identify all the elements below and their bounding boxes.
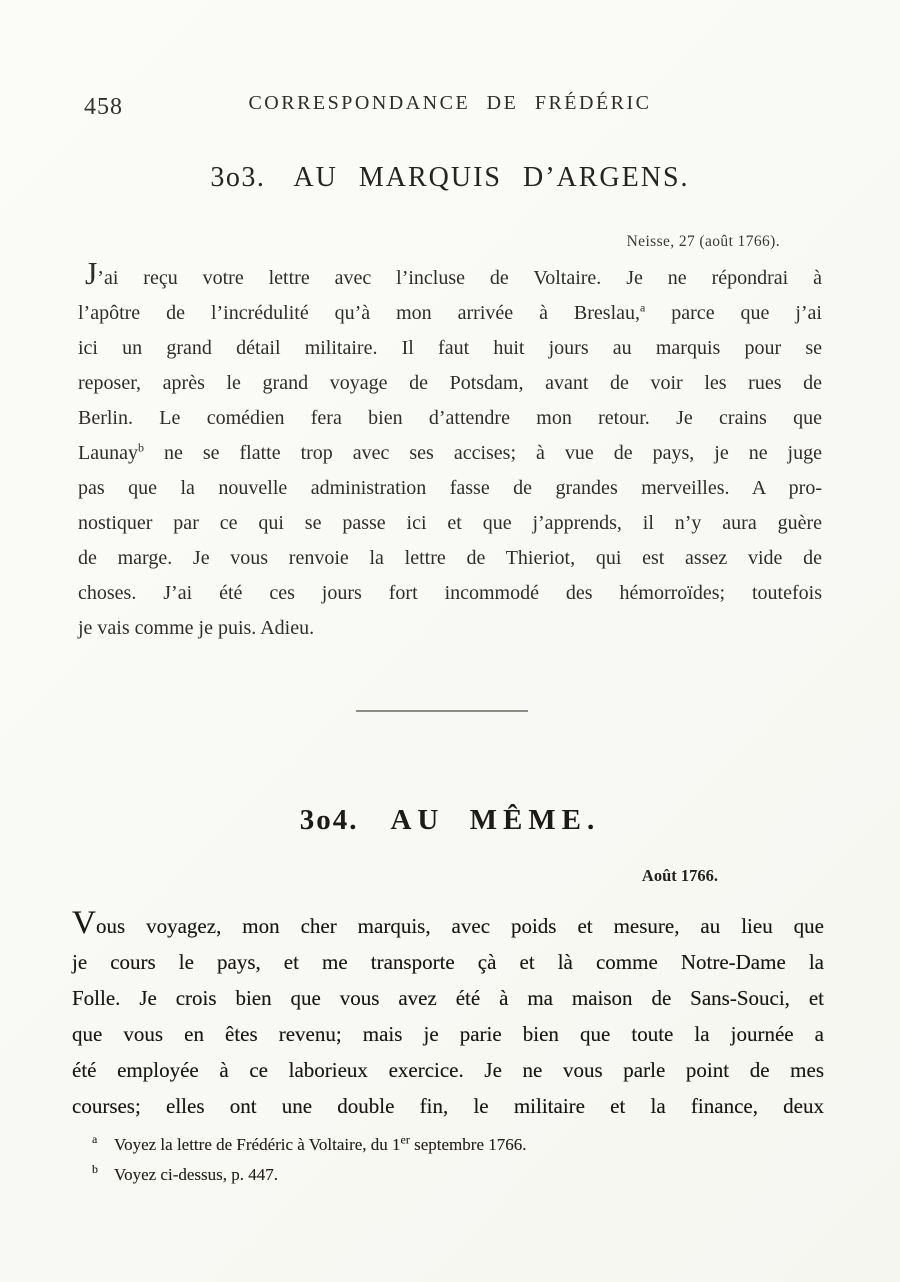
body-line: nostiquer par ce qui se passe ici et que j’apprends, il n’y aura guère [78, 512, 822, 534]
letter-303-title: AU MARQUIS D’ARGENS. [293, 162, 690, 193]
body-line: Folle. Je crois bien que vous avez été à ma maison de Sans-Souci, et [72, 986, 824, 1010]
drop-initial: J [85, 256, 98, 291]
letter-303-dateline: Neisse, 27 (août 1766). [626, 233, 780, 250]
footnote: b Voyez ci-dessus, p. 447. [92, 1162, 278, 1184]
letter-304-body [72, 904, 824, 1124]
body-line: je cours le pays, et me transporte çà et là comme Notre-Dame la [72, 950, 824, 974]
body-line-text: parce que j’ai [645, 302, 822, 324]
body-line: courses; elles ont une double fin, le militaire et la finance, deux [72, 1094, 824, 1118]
body-line-text: l’apôtre de l’incrédulité qu’à mon arrivée à Breslau, [78, 302, 640, 324]
footnotes [92, 1130, 772, 1190]
body-line: pas que la nouvelle administration fasse de grandes merveilles. A pro- [78, 477, 822, 499]
letter-303-number: 3o3. [210, 162, 266, 193]
footnote-ref-b: b [137, 440, 144, 455]
body-line: choses. J’ai été ces jours fort incommodé des hémorroïdes; toutefois [78, 582, 822, 604]
page-header [78, 92, 822, 124]
body-line: je vais comme je puis. Adieu. [78, 617, 315, 639]
letter-304-heading [0, 804, 900, 837]
body-line: Berlin. Le comédien fera bien d’attendre mon retour. Je crains que [78, 407, 822, 429]
letter-304-dateline: Août 1766. [641, 866, 718, 885]
footnote: a Voyez la lettre de Frédéric à Voltaire, du 1er septembre 1766. [92, 1132, 527, 1154]
body-line: été employée à ce laborieux exercice. Je ne vous parle point de mes [72, 1058, 824, 1082]
body-line [78, 296, 822, 331]
body-line [78, 256, 822, 296]
running-head: CORRESPONDANCE DE FRÉDÉRIC [248, 92, 652, 114]
footnote-ref-a: a [640, 300, 646, 315]
body-line-text: ne se flatte trop avec ses accises; à vue de pays, je ne juge [143, 442, 822, 464]
body-line: ici un grand détail militaire. Il faut huit jours au marquis pour se [78, 337, 822, 359]
body-line [72, 904, 824, 944]
body-line [78, 436, 822, 471]
drop-initial: V [72, 904, 96, 941]
body-line: reposer, après le grand voyage de Potsdam, avant de voir les rues de [78, 372, 822, 394]
superscript-er: er [400, 1132, 410, 1147]
body-line: de marge. Je vous renvoie la lettre de Thieriot, qui est assez vide de [78, 547, 822, 569]
letter-303-body [78, 256, 822, 646]
footnote-text: Voyez ci-dessus, p. 447. [114, 1165, 278, 1184]
letter-303-heading [0, 162, 900, 194]
footnote-text: septembre 1766. [409, 1135, 527, 1154]
letter-304-title: AU MÊME. [390, 804, 601, 836]
section-divider [356, 710, 528, 712]
body-line-text: Launay [78, 442, 138, 464]
body-line-text: ous voyagez, mon cher marquis, avec poids et mesure, au lieu que [95, 914, 824, 938]
body-line: que vous en êtes revenu; mais je parie bien que toute la journée a [72, 1022, 824, 1046]
page-number: 458 [84, 94, 123, 120]
letter-304-number: 3o4. [299, 804, 359, 836]
body-line-text: ’ai reçu votre lettre avec l’incluse de Voltaire. Je ne répondrai à [97, 267, 822, 289]
footnote-text: Voyez la lettre de Frédéric à Voltaire, du 1 [114, 1135, 401, 1154]
